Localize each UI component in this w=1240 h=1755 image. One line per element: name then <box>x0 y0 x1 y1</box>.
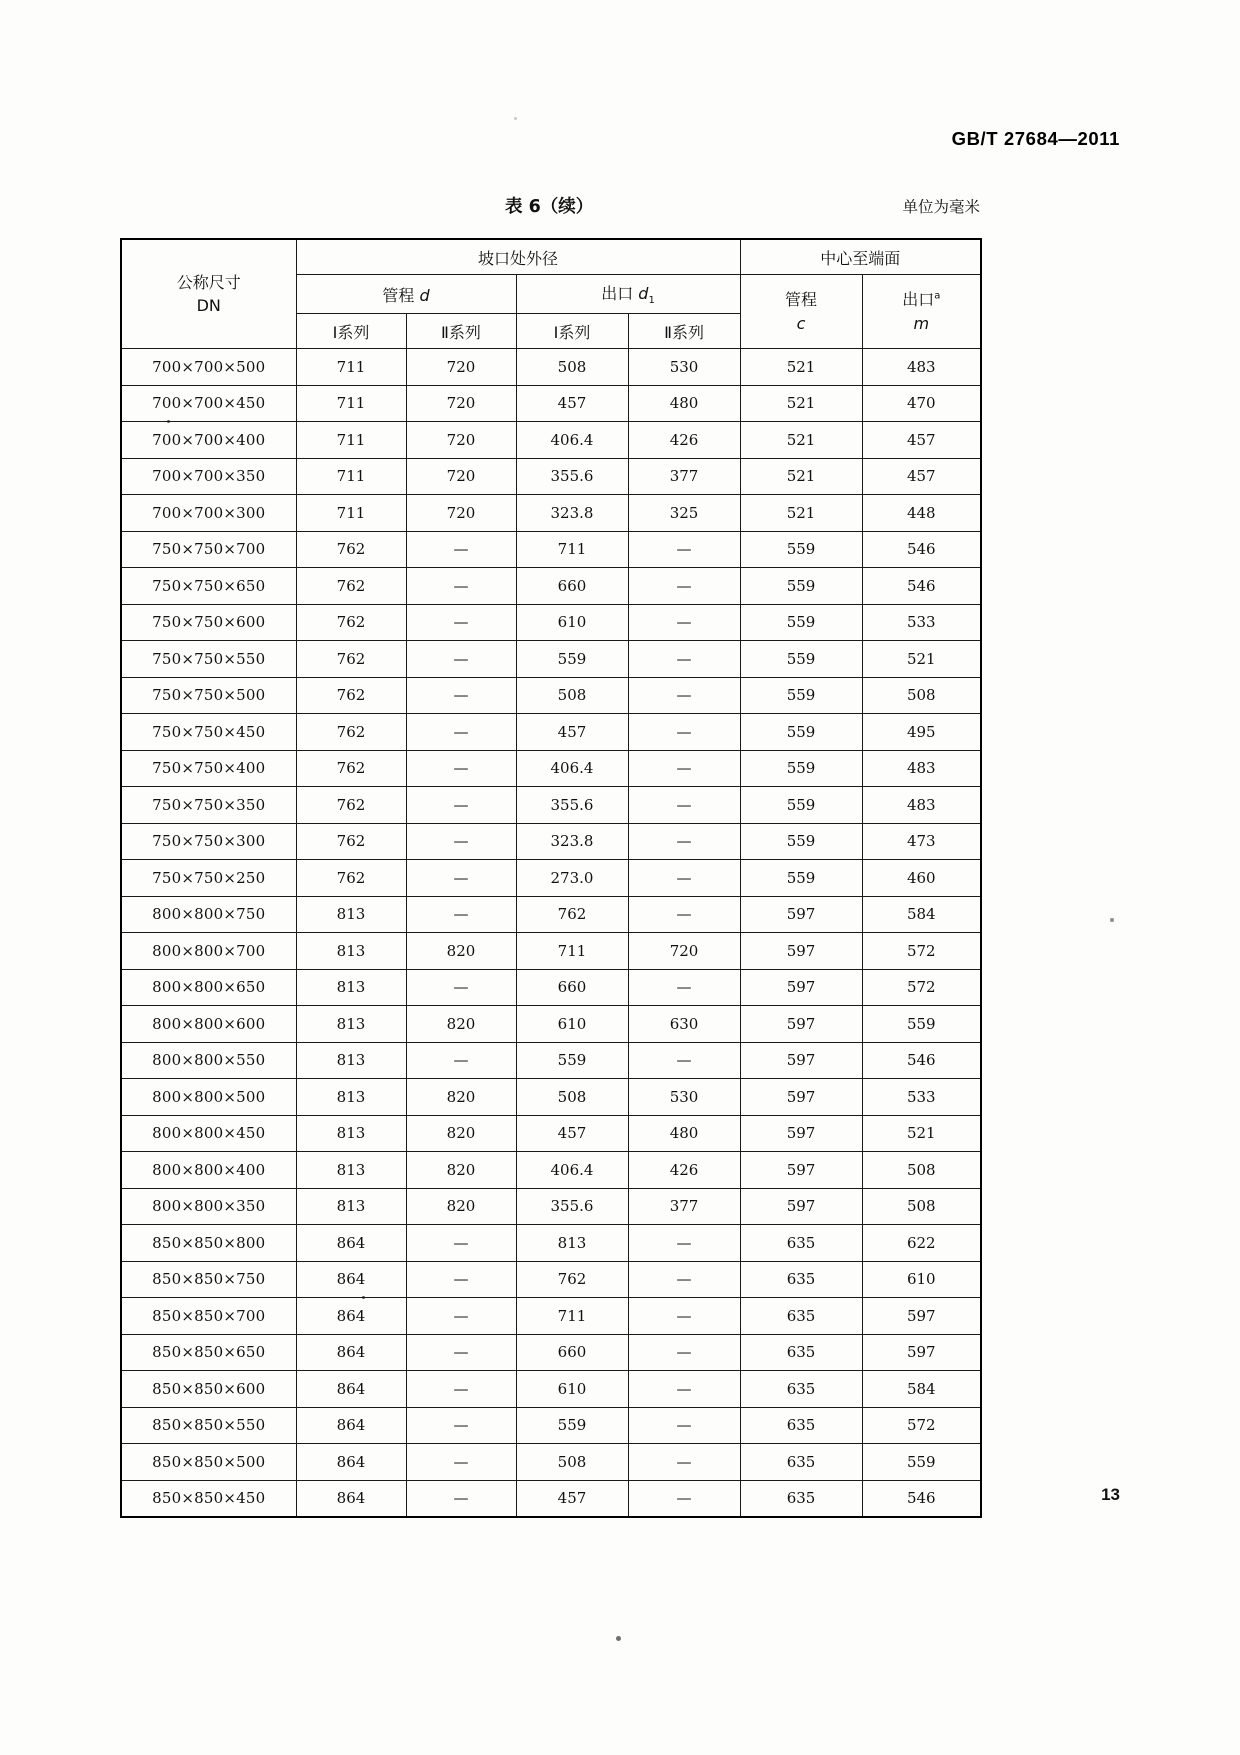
table-row <box>121 860 981 897</box>
cell-nominal-size: 750×750×450 <box>121 714 296 751</box>
table-body <box>121 349 981 1518</box>
cell-d-series2: — <box>406 1334 516 1371</box>
cell-d1-series2: — <box>628 1407 740 1444</box>
header-outlet-d1 <box>516 275 740 314</box>
cell-d1-series1: 762 <box>516 1261 628 1298</box>
cell-m: 533 <box>862 604 981 641</box>
cell-d-series1: 813 <box>296 1152 406 1189</box>
cell-d-series1: 762 <box>296 641 406 678</box>
table-row <box>121 1225 981 1262</box>
cell-nominal-size: 750×750×700 <box>121 531 296 568</box>
cell-d-series2: — <box>406 750 516 787</box>
cell-nominal-size: 700×700×450 <box>121 385 296 422</box>
cell-d1-series1: 711 <box>516 1298 628 1335</box>
cell-d1-series1: 355.6 <box>516 1188 628 1225</box>
cell-d-series2: — <box>406 823 516 860</box>
cell-m: 448 <box>862 495 981 532</box>
table-row <box>121 1298 981 1335</box>
cell-d-series2: 820 <box>406 1188 516 1225</box>
cell-d-series2: 820 <box>406 1152 516 1189</box>
cell-d-series1: 864 <box>296 1407 406 1444</box>
header-nominal-size-line1: 公称尺寸 <box>176 272 241 292</box>
cell-m: 508 <box>862 677 981 714</box>
table-row <box>121 385 981 422</box>
header-group-center-to-face: 中心至端面 <box>740 239 981 275</box>
cell-m: 572 <box>862 933 981 970</box>
cell-d1-series2: — <box>628 969 740 1006</box>
cell-d1-series1: 610 <box>516 604 628 641</box>
cell-d-series1: 813 <box>296 1006 406 1043</box>
cell-d1-series2: 377 <box>628 1188 740 1225</box>
table-row <box>121 823 981 860</box>
table-row <box>121 1079 981 1116</box>
header-ctf-outlet-text: 出口 <box>902 290 935 310</box>
dimensions-table <box>120 238 982 1518</box>
cell-d1-series2: 480 <box>628 1115 740 1152</box>
cell-d1-series2: — <box>628 531 740 568</box>
cell-c: 635 <box>740 1225 862 1262</box>
table-row <box>121 1188 981 1225</box>
cell-c: 597 <box>740 896 862 933</box>
header-outlet-d1-symbol: d <box>638 284 649 304</box>
cell-d1-series1: 457 <box>516 1115 628 1152</box>
scan-artifact-dot <box>616 1636 621 1641</box>
table-row <box>121 677 981 714</box>
cell-d1-series2: — <box>628 568 740 605</box>
cell-m: 457 <box>862 422 981 459</box>
cell-d1-series1: 508 <box>516 349 628 386</box>
cell-m: 546 <box>862 1480 981 1517</box>
cell-d1-series1: 610 <box>516 1371 628 1408</box>
cell-d-series2: — <box>406 1042 516 1079</box>
cell-c: 635 <box>740 1444 862 1481</box>
cell-c: 635 <box>740 1407 862 1444</box>
cell-m: 460 <box>862 860 981 897</box>
cell-d1-series2: — <box>628 750 740 787</box>
table-row <box>121 531 981 568</box>
cell-d-series2: 720 <box>406 495 516 532</box>
cell-d-series1: 762 <box>296 604 406 641</box>
cell-d-series2: — <box>406 787 516 824</box>
cell-m: 597 <box>862 1334 981 1371</box>
cell-d-series1: 711 <box>296 458 406 495</box>
cell-d-series2: — <box>406 531 516 568</box>
cell-d1-series1: 323.8 <box>516 495 628 532</box>
cell-nominal-size: 850×850×750 <box>121 1261 296 1298</box>
cell-d-series1: 762 <box>296 750 406 787</box>
cell-d-series1: 711 <box>296 495 406 532</box>
cell-d1-series1: 508 <box>516 677 628 714</box>
cell-d-series2: 720 <box>406 385 516 422</box>
header-group-bevel-od: 坡口处外径 <box>296 239 740 275</box>
cell-nominal-size: 700×700×300 <box>121 495 296 532</box>
header-nominal-size-line2: DN <box>196 296 221 315</box>
cell-d-series1: 813 <box>296 1042 406 1079</box>
cell-c: 635 <box>740 1480 862 1517</box>
cell-c: 521 <box>740 422 862 459</box>
table-head <box>121 239 981 349</box>
header-ctf-run <box>740 275 862 349</box>
table-row <box>121 750 981 787</box>
cell-c: 597 <box>740 1188 862 1225</box>
cell-nominal-size: 750×750×250 <box>121 860 296 897</box>
cell-m: 483 <box>862 349 981 386</box>
cell-d1-series1: 610 <box>516 1006 628 1043</box>
cell-m: 610 <box>862 1261 981 1298</box>
cell-c: 597 <box>740 933 862 970</box>
cell-d1-series1: 711 <box>516 933 628 970</box>
cell-d-series1: 813 <box>296 1115 406 1152</box>
cell-d-series2: — <box>406 1444 516 1481</box>
cell-d-series2: 820 <box>406 1079 516 1116</box>
cell-d-series2: — <box>406 860 516 897</box>
cell-d1-series1: 762 <box>516 896 628 933</box>
cell-m: 546 <box>862 531 981 568</box>
cell-m: 508 <box>862 1152 981 1189</box>
header-run-d-label: 管程 <box>382 285 415 305</box>
page-number: 13 <box>1101 1485 1120 1504</box>
header-ctf-outlet-symbol: m <box>913 313 930 333</box>
cell-d1-series2: — <box>628 677 740 714</box>
cell-d-series2: 720 <box>406 422 516 459</box>
table-row <box>121 495 981 532</box>
cell-c: 559 <box>740 604 862 641</box>
table-row <box>121 1371 981 1408</box>
table-row <box>121 1152 981 1189</box>
cell-d1-series2: 426 <box>628 1152 740 1189</box>
table-row <box>121 641 981 678</box>
table-row <box>121 1042 981 1079</box>
cell-d1-series2: — <box>628 1298 740 1335</box>
cell-c: 559 <box>740 750 862 787</box>
cell-nominal-size: 700×700×500 <box>121 349 296 386</box>
cell-d1-series1: 406.4 <box>516 422 628 459</box>
header-run-d <box>296 275 516 314</box>
cell-d1-series2: — <box>628 823 740 860</box>
cell-c: 559 <box>740 787 862 824</box>
header-ctf-outlet <box>862 275 981 349</box>
cell-c: 635 <box>740 1334 862 1371</box>
cell-m: 546 <box>862 1042 981 1079</box>
cell-m: 584 <box>862 1371 981 1408</box>
cell-d-series1: 864 <box>296 1334 406 1371</box>
cell-d-series1: 762 <box>296 787 406 824</box>
cell-nominal-size: 850×850×450 <box>121 1480 296 1517</box>
cell-nominal-size: 750×750×550 <box>121 641 296 678</box>
cell-d-series2: — <box>406 1480 516 1517</box>
cell-c: 521 <box>740 349 862 386</box>
cell-d-series2: — <box>406 1225 516 1262</box>
header-outlet-d1-label: 出口 <box>601 284 634 304</box>
cell-c: 559 <box>740 641 862 678</box>
cell-d1-series2: 720 <box>628 933 740 970</box>
cell-d-series2: 820 <box>406 933 516 970</box>
cell-d1-series2: 630 <box>628 1006 740 1043</box>
cell-m: 597 <box>862 1298 981 1335</box>
cell-d-series2: 720 <box>406 458 516 495</box>
cell-m: 508 <box>862 1188 981 1225</box>
cell-d-series2: — <box>406 896 516 933</box>
table-row <box>121 1115 981 1152</box>
header-ctf-run-label: 管程 <box>785 290 818 310</box>
cell-c: 597 <box>740 1115 862 1152</box>
cell-d-series2: 820 <box>406 1115 516 1152</box>
cell-m: 559 <box>862 1006 981 1043</box>
cell-m: 495 <box>862 714 981 751</box>
cell-d1-series2: 426 <box>628 422 740 459</box>
cell-d1-series1: 355.6 <box>516 458 628 495</box>
cell-d-series1: 762 <box>296 860 406 897</box>
cell-d1-series2: — <box>628 1042 740 1079</box>
cell-m: 572 <box>862 969 981 1006</box>
cell-c: 635 <box>740 1371 862 1408</box>
cell-c: 597 <box>740 1152 862 1189</box>
cell-d1-series1: 273.0 <box>516 860 628 897</box>
cell-m: 521 <box>862 641 981 678</box>
table-row <box>121 787 981 824</box>
table-row <box>121 604 981 641</box>
cell-m: 457 <box>862 458 981 495</box>
cell-c: 559 <box>740 860 862 897</box>
cell-d1-series1: 457 <box>516 385 628 422</box>
cell-d-series1: 762 <box>296 568 406 605</box>
cell-c: 635 <box>740 1261 862 1298</box>
cell-m: 483 <box>862 787 981 824</box>
cell-nominal-size: 800×800×600 <box>121 1006 296 1043</box>
cell-d1-series2: — <box>628 1225 740 1262</box>
cell-d-series2: — <box>406 1407 516 1444</box>
cell-d-series1: 813 <box>296 969 406 1006</box>
cell-nominal-size: 750×750×650 <box>121 568 296 605</box>
cell-m: 546 <box>862 568 981 605</box>
cell-d1-series2: — <box>628 860 740 897</box>
cell-m: 483 <box>862 750 981 787</box>
table-row <box>121 422 981 459</box>
cell-d1-series2: — <box>628 1444 740 1481</box>
header-nominal-size <box>121 239 296 349</box>
cell-d-series1: 762 <box>296 531 406 568</box>
cell-nominal-size: 750×750×500 <box>121 677 296 714</box>
cell-c: 559 <box>740 823 862 860</box>
cell-d-series1: 711 <box>296 385 406 422</box>
table-row <box>121 1261 981 1298</box>
cell-c: 635 <box>740 1298 862 1335</box>
cell-d1-series1: 559 <box>516 641 628 678</box>
cell-d-series2: — <box>406 641 516 678</box>
cell-d1-series1: 323.8 <box>516 823 628 860</box>
table-row <box>121 896 981 933</box>
cell-m: 473 <box>862 823 981 860</box>
header-series-2-run: Ⅱ系列 <box>406 314 516 349</box>
cell-d-series1: 813 <box>296 1079 406 1116</box>
spec-table-wrapper <box>120 238 980 1518</box>
cell-m: 584 <box>862 896 981 933</box>
cell-nominal-size: 750×750×300 <box>121 823 296 860</box>
cell-d-series1: 711 <box>296 422 406 459</box>
cell-d-series1: 864 <box>296 1371 406 1408</box>
cell-d1-series1: 660 <box>516 969 628 1006</box>
header-series-1-outlet: Ⅰ系列 <box>516 314 628 349</box>
table-row <box>121 714 981 751</box>
cell-d1-series1: 711 <box>516 531 628 568</box>
cell-d1-series1: 406.4 <box>516 750 628 787</box>
cell-d-series1: 864 <box>296 1298 406 1335</box>
cell-d-series2: — <box>406 604 516 641</box>
cell-d-series1: 813 <box>296 1188 406 1225</box>
cell-nominal-size: 800×800×450 <box>121 1115 296 1152</box>
cell-d-series2: — <box>406 1261 516 1298</box>
cell-d-series1: 711 <box>296 349 406 386</box>
cell-d-series1: 762 <box>296 714 406 751</box>
table-row <box>121 1480 981 1517</box>
cell-d1-series2: — <box>628 787 740 824</box>
table-caption: 表 6（续） <box>505 197 594 217</box>
cell-d1-series2: 530 <box>628 349 740 386</box>
cell-d1-series2: 325 <box>628 495 740 532</box>
cell-d1-series1: 457 <box>516 714 628 751</box>
cell-d1-series1: 813 <box>516 1225 628 1262</box>
table-row <box>121 933 981 970</box>
cell-d-series1: 813 <box>296 933 406 970</box>
cell-d-series2: 720 <box>406 349 516 386</box>
header-ctf-outlet-label <box>863 288 981 311</box>
table-row <box>121 1334 981 1371</box>
cell-d-series2: — <box>406 1371 516 1408</box>
cell-nominal-size: 850×850×650 <box>121 1334 296 1371</box>
cell-d1-series1: 406.4 <box>516 1152 628 1189</box>
cell-d1-series1: 559 <box>516 1042 628 1079</box>
cell-d-series2: — <box>406 714 516 751</box>
table-row <box>121 969 981 1006</box>
cell-nominal-size: 850×850×800 <box>121 1225 296 1262</box>
cell-nominal-size: 800×800×500 <box>121 1079 296 1116</box>
cell-d-series1: 762 <box>296 823 406 860</box>
cell-d-series1: 762 <box>296 677 406 714</box>
cell-d1-series2: — <box>628 1261 740 1298</box>
cell-nominal-size: 800×800×650 <box>121 969 296 1006</box>
cell-nominal-size: 850×850×700 <box>121 1298 296 1335</box>
cell-d-series1: 813 <box>296 896 406 933</box>
scan-artifact-dot <box>514 117 517 120</box>
table-row <box>121 1006 981 1043</box>
table-caption-row <box>120 193 980 219</box>
cell-nominal-size: 800×800×400 <box>121 1152 296 1189</box>
cell-d1-series2: 377 <box>628 458 740 495</box>
cell-d-series1: 864 <box>296 1225 406 1262</box>
cell-nominal-size: 800×800×750 <box>121 896 296 933</box>
cell-d1-series1: 559 <box>516 1407 628 1444</box>
scan-artifact-dot <box>1110 918 1114 922</box>
cell-c: 559 <box>740 677 862 714</box>
cell-m: 572 <box>862 1407 981 1444</box>
cell-nominal-size: 750×750×600 <box>121 604 296 641</box>
cell-d-series2: — <box>406 1298 516 1335</box>
cell-m: 559 <box>862 1444 981 1481</box>
table-unit-note: 单位为毫米 <box>902 198 980 216</box>
header-ctf-outlet-footnote: a <box>934 290 941 302</box>
header-run-d-symbol: d <box>419 285 430 305</box>
cell-nominal-size: 700×700×400 <box>121 422 296 459</box>
cell-nominal-size: 800×800×350 <box>121 1188 296 1225</box>
header-series-2-outlet: Ⅱ系列 <box>628 314 740 349</box>
cell-d1-series1: 508 <box>516 1079 628 1116</box>
cell-c: 521 <box>740 458 862 495</box>
table-row <box>121 568 981 605</box>
cell-nominal-size: 850×850×550 <box>121 1407 296 1444</box>
cell-m: 521 <box>862 1115 981 1152</box>
cell-d1-series2: 480 <box>628 385 740 422</box>
cell-d1-series2: — <box>628 1334 740 1371</box>
cell-d1-series1: 660 <box>516 1334 628 1371</box>
cell-nominal-size: 850×850×500 <box>121 1444 296 1481</box>
cell-nominal-size: 750×750×400 <box>121 750 296 787</box>
cell-d-series2: — <box>406 969 516 1006</box>
cell-m: 622 <box>862 1225 981 1262</box>
header-series-1-run: Ⅰ系列 <box>296 314 406 349</box>
table-row <box>121 1444 981 1481</box>
standard-number-header: GB/T 27684—2011 <box>951 128 1120 149</box>
cell-nominal-size: 800×800×550 <box>121 1042 296 1079</box>
cell-m: 533 <box>862 1079 981 1116</box>
cell-d1-series1: 660 <box>516 568 628 605</box>
cell-c: 597 <box>740 1006 862 1043</box>
cell-nominal-size: 800×800×700 <box>121 933 296 970</box>
table-row <box>121 458 981 495</box>
cell-d-series2: — <box>406 568 516 605</box>
cell-d1-series2: — <box>628 714 740 751</box>
cell-d1-series2: 530 <box>628 1079 740 1116</box>
cell-d1-series2: — <box>628 1371 740 1408</box>
cell-nominal-size: 850×850×600 <box>121 1371 296 1408</box>
cell-c: 597 <box>740 1079 862 1116</box>
cell-d-series1: 864 <box>296 1480 406 1517</box>
cell-d1-series2: — <box>628 604 740 641</box>
cell-nominal-size: 750×750×350 <box>121 787 296 824</box>
table-row <box>121 1407 981 1444</box>
cell-d1-series1: 457 <box>516 1480 628 1517</box>
cell-d1-series2: — <box>628 1480 740 1517</box>
cell-c: 521 <box>740 495 862 532</box>
cell-d1-series1: 508 <box>516 1444 628 1481</box>
header-ctf-run-symbol: c <box>796 313 806 333</box>
cell-d-series2: — <box>406 677 516 714</box>
cell-d1-series2: — <box>628 641 740 678</box>
cell-d-series1: 864 <box>296 1261 406 1298</box>
table-row <box>121 349 981 386</box>
cell-m: 470 <box>862 385 981 422</box>
cell-c: 559 <box>740 714 862 751</box>
cell-c: 521 <box>740 385 862 422</box>
cell-c: 597 <box>740 1042 862 1079</box>
cell-c: 559 <box>740 531 862 568</box>
cell-c: 559 <box>740 568 862 605</box>
cell-d1-series2: — <box>628 896 740 933</box>
cell-d-series1: 864 <box>296 1444 406 1481</box>
cell-nominal-size: 700×700×350 <box>121 458 296 495</box>
cell-d1-series1: 355.6 <box>516 787 628 824</box>
header-outlet-d1-subscript: 1 <box>648 295 655 307</box>
cell-c: 597 <box>740 969 862 1006</box>
cell-d-series2: 820 <box>406 1006 516 1043</box>
